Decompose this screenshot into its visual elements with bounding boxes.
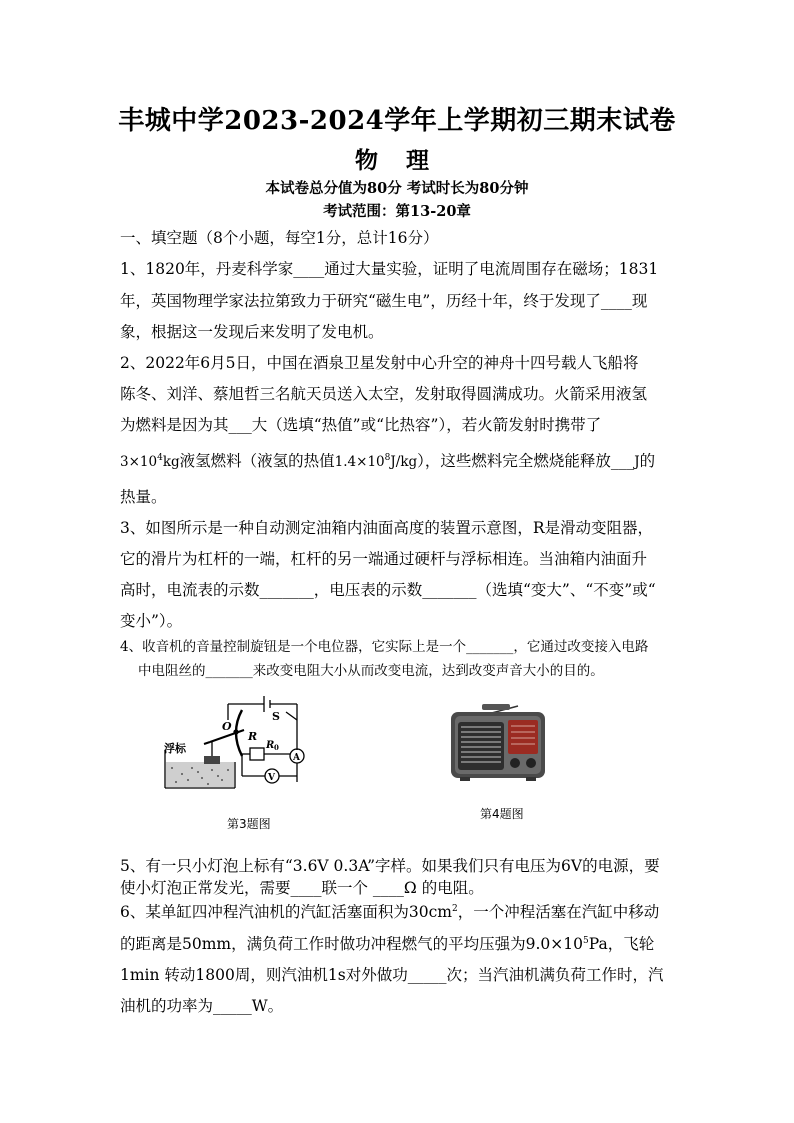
label-ammeter: A [293,753,300,763]
figure-4-radio [448,700,548,785]
exam-title: 丰城中学2023-2024学年上学期初三期末试卷 [118,106,676,136]
q2-line-3: 为燃料是因为其___大（选填“热值”或“比热容”），若火箭发射时携带了 [120,416,602,434]
q4-line-2: 中电阻丝的_______来改变电阻大小从而改变电流，达到改变声音大小的目的。 [138,663,604,679]
q1-line-2: 年，英国物理学家法拉第致力于研究“磁生电”，历经十年，终于发现了____现 [120,292,648,310]
energy-unit: J [634,454,640,470]
q6-line-4: 油机的功率为_____W。 [120,997,284,1015]
section-heading: 一、填空题（8个小题，每空1分，总计16分） [120,229,439,247]
q5-line-1: 5、有一只小灯泡上标有“3.6V 0.3A”字样。如果我们只有电压为6V的电源，要 [120,857,660,875]
q6-line-2-a: 的距离是50mm，满负荷工作时做功冲程燃气的平均压强为9.0×10 [120,935,583,953]
q3-line-4: 变小”）。 [120,612,183,630]
q6-line-2 [120,932,654,954]
exam-info-scope: 考试范围：第13-20章 [323,203,471,220]
q2-line-4 [120,449,655,471]
q5-line-2: 使小灯泡正常发光，需要____联一个 ____Ω 的电阻。 [120,879,484,897]
heat-value-coefficient: 1.4×10 [334,454,385,470]
q6-line-3: 1min 转动1800周，则汽油机1s对外做功_____次；当汽油机满负荷工作时，汽 [120,966,664,984]
q3-line-3: 高时，电流表的示数_______，电压表的示数_______（选填“变大”、“不变”或“ [120,581,656,599]
heat-value-unit: J/kg [390,454,418,470]
label-r0-subscript: 0 [274,743,279,752]
mass-exponent: 4 [157,452,163,463]
figure-3-circuit [160,690,310,800]
mass-unit: kg [162,454,180,470]
subject-title: 物 理 [354,147,439,174]
q2-line-5: 热量。 [120,488,167,506]
label-s: S [272,710,280,723]
q2-release-text: ），这些燃料完全燃烧能释放___ [417,452,635,470]
q1-line-1: 1、1820年，丹麦科学家____通过大量实验，证明了电流周围存在磁场；1831 [120,260,659,278]
label-voltmeter: V [268,773,275,783]
q1-line-3: 象，根据这一发现后来发明了发电机。 [120,323,384,341]
q2-line-1: 2、2022年6月5日，中国在酒泉卫星发射中心升空的神舟十四号载人飞船将 [120,354,639,372]
radio-dial-panel [508,720,538,754]
figure-4-caption: 第4题图 [480,807,524,821]
q6-pressure-exponent: 5 [582,935,589,946]
label-r0: R [266,740,275,751]
q3-line-1: 3、如图所示是一种自动测定油箱内油面高度的装置示意图，R是滑动变阻器， [120,519,654,537]
label-float: 浮标 [164,742,186,755]
q2-fuel-text: 液氢燃料（液氢的热值 [179,452,335,470]
figure-3-caption: 第3题图 [227,817,271,831]
q2-tail-text: 的 [639,452,656,470]
mass-coefficient: 3×10 [120,454,158,470]
q6-area-exponent: 2 [451,903,458,914]
q3-line-2: 它的滑片为杠杆的一端，杠杆的另一端通过硬杆与浮标相连。当油箱内油面升 [120,550,648,568]
exam-info-score-time: 本试卷总分值为80分 考试时长为80分钟 [265,180,529,197]
heat-value-exponent: 8 [384,452,391,463]
label-r: R [248,730,258,743]
q6-line-1-a: 6、某单缸四冲程汽油机的汽缸活塞面积为30cm [120,903,452,921]
q6-line-1-c: ，一个冲程活塞在汽缸中移动 [457,903,660,921]
q6-line-1 [120,900,659,922]
q2-line-2: 陈冬、刘洋、蔡旭哲三名航天员送入太空，发射取得圆满成功。火箭采用液氢 [120,385,648,403]
q6-line-2-c: Pa，飞轮 [588,935,655,953]
label-o: O [222,720,232,733]
q4-line-1: 4、收音机的音量控制旋钮是一个电位器，它实际上是一个_______，它通过改变接入电路 [120,639,649,655]
